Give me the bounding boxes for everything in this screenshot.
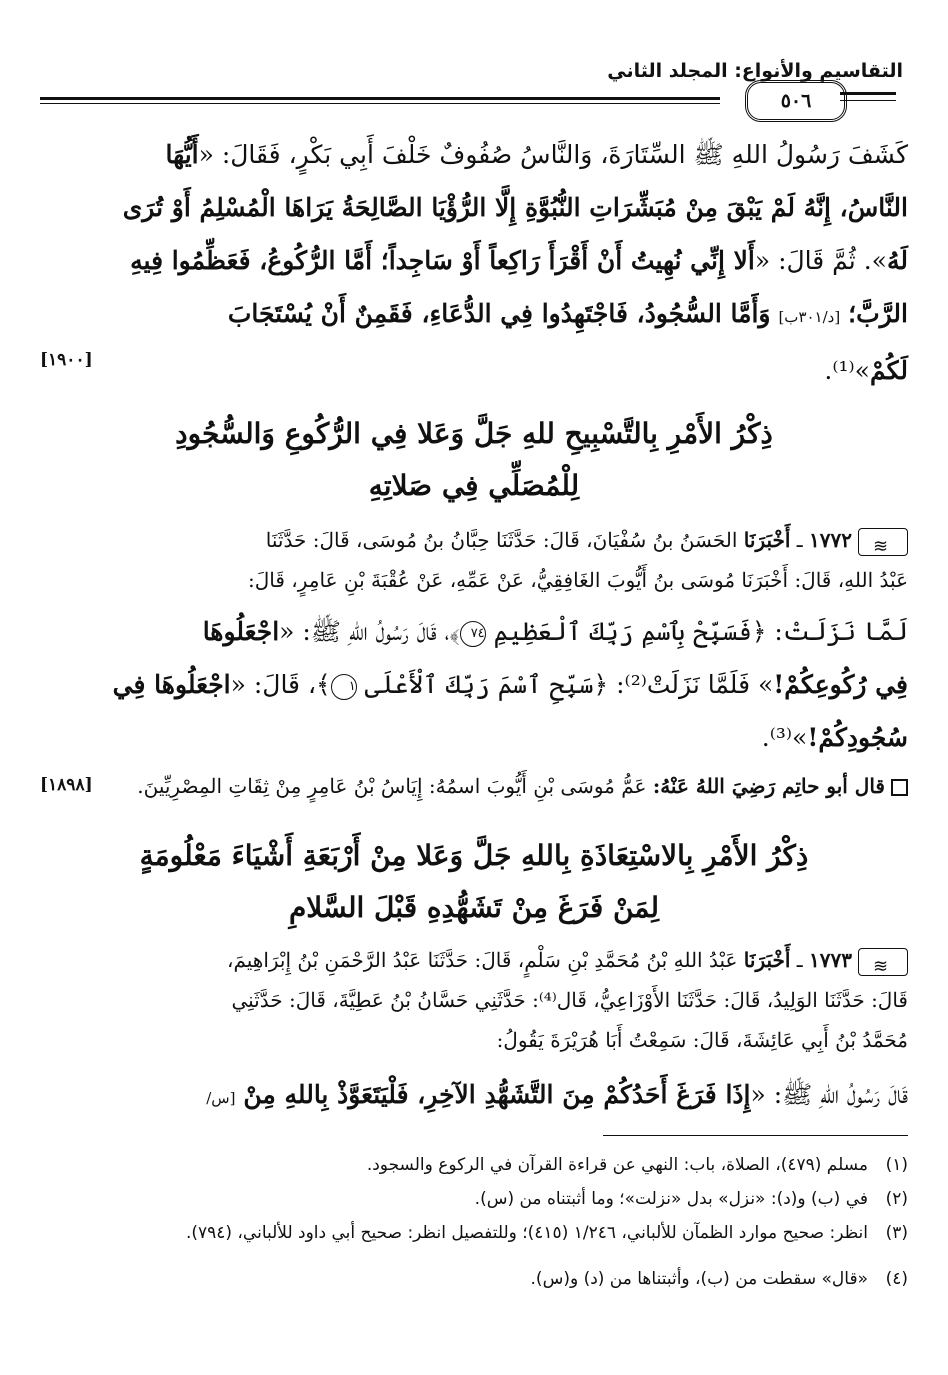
text-line: النَّاسُ، إِنَّهُ لَمْ يَبْقَ مِنْ مُبَشِّرَاتِ النُّبُوَّةِ إِلَّا الرُّؤْيَا الصَّالِحَةُ يَرَاهَا الْمُسْلِمُ أَوْ تُرَى: [122, 193, 908, 222]
hadith-number: ١٧٧٢: [809, 528, 852, 552]
page-number-box: [745, 80, 847, 122]
footnotes: [40, 1148, 908, 1296]
text-line: لَمَّا نَزَلَتْ: ﴿فَسَبِّحْ بِٱسْمِ رَبِّكَ ٱلْعَظِيمِ ٧٤﴾، قَالَ رَسُولُ اللهِ ﷺ: «اجْعَلُوهَا: [202, 617, 908, 646]
text-line: فِي رُكُوعِكُمْ!» فَلَمَّا نَزَلَتْ⁽²⁾: ﴿سَبِّحِ ٱسْمَ رَبِّكَ ٱلْأَعْلَى ١﴾، قَالَ: «اجْعَلُوهَا فِي: [112, 670, 908, 699]
footnote: (٣)انظر: صحيح موارد الظمآن للألباني، ١/٢٤٦ (٤١٥)؛ وللتفصيل انظر: صحيح أبي داود للألباني، (٧٩٤).: [185, 1223, 908, 1243]
text-line: قَالَ: حَدَّثَنَا الوَلِيدُ، قَالَ: حَدَّثَنَا الأَوْزَاعِيُّ، قَال⁽⁴⁾: حَدَّثَنِي حَسَّانُ بْنُ عَطِيَّةَ، قَالَ: حَدَّثَنِي: [231, 988, 908, 1012]
header-rule-thin: [40, 103, 720, 104]
text-line: لَكُمْ»⁽¹⁾.: [824, 356, 908, 385]
header-rule-right: [840, 92, 896, 95]
footnote-rule: [603, 1135, 908, 1136]
editor-note: [40, 766, 908, 806]
ayah-number-marker: ١: [331, 674, 357, 700]
hadith-isnad: [40, 940, 908, 1060]
footnote: (٢)في (ب) و(د): «نزل» بدل «نزلت»؛ وما أثبتناه من (س).: [474, 1189, 908, 1209]
header-rule-right-thin: [840, 100, 896, 101]
hadith-matn: [40, 605, 908, 764]
text-line: سُجُودِكُمْ!»⁽³⁾.: [761, 723, 908, 752]
hadith-ref-number: [١٨٩٨]: [40, 775, 93, 795]
text-line: عَبْدُ اللهِ، قَالَ: أَخْبَرَنَا مُوسَى بنُ أَيُّوبَ الغَافِقِيُّ، عَنْ عَمِّهِ، عَنْ عُقْبَةَ بْنِ عَامِرٍ، قَالَ:: [248, 568, 908, 592]
hadith-marker-icon: [858, 528, 908, 556]
manuscript-ref: [س/: [206, 1089, 236, 1107]
text-line: كَشَفَ رَسُولُ اللهِ ﷺ السِّتَارَةَ، وَالنَّاسُ صُفُوفٌ خَلْفَ أَبِي بَكْرٍ، فَقَالَ: «أَيُّهَا: [165, 140, 908, 169]
heading-line: ذِكْرُ الأَمْرِ بِالاسْتِعَاذَةِ بِاللهِ جَلَّ وَعَلا مِنْ أَرْبَعَةِ أَشْيَاءَ مَعْلُومَةٍ: [139, 839, 809, 872]
text-line: قَالَ رَسُولُ اللهِ ﷺ: «إِذَا فَرَغَ أَحَدُكُمْ مِنَ التَّشَهُّدِ الآخِرِ، فَلْيَتَعَوَّذْ بِاللهِ مِنْ [س/: [206, 1080, 908, 1109]
note-square-icon: [891, 779, 908, 796]
hadith-isnad: [40, 520, 908, 600]
text-line: مُحَمَّدُ بْنُ أَبِي عَائِشَةَ، قَالَ: سَمِعْتُ أَبَا هُرَيْرَةَ يَقُولُ:: [496, 1028, 908, 1052]
chapter-heading: [40, 408, 908, 512]
footnote: (١)مسلم (٤٧٩)، الصلاة، باب: النهي عن قراءة القرآن في الركوع والسجود.: [366, 1155, 908, 1175]
hadith-marker-icon: [858, 948, 908, 976]
header-rule: [40, 97, 720, 100]
heading-line: لِلْمُصَلِّي فِي صَلاتِهِ: [368, 469, 580, 502]
hadith-number: ١٧٧٣: [809, 948, 852, 972]
hadith-ref-number: [١٩٠٠]: [40, 350, 93, 370]
running-header-title: التقاسيم والأنواع: المجلد الثاني: [607, 60, 903, 82]
text-line: لَهُ». ثُمَّ قَالَ: «أَلا إِنِّي نُهِيتُ أَنْ أَقْرَأَ رَاكِعاً أَوْ سَاجِداً؛ أَمَّا الرُّكُوعُ، فَعَظِّمُوا فِيهِ: [130, 246, 908, 275]
footnote: (٤)«قال» سقطت من (ب)، وأثبتناها من (د) و(س).: [530, 1269, 908, 1289]
text-line: الرَّبَّ؛ [د/٣٠١ب] وَأَمَّا السُّجُودُ، فَاجْتَهِدُوا فِي الدُّعَاءِ، فَقَمِنٌ أَنْ يُسْتَجَابَ: [227, 299, 908, 328]
heading-line: لِمَنْ فَرَغَ مِنْ تَشَهُّدِهِ قَبْلَ السَّلامِ: [288, 891, 660, 924]
ayah-number-marker: ٧٤: [460, 621, 486, 647]
manuscript-ref: [د/٣٠١ب]: [778, 308, 841, 326]
page-number: ٥٠٦: [780, 90, 812, 112]
text-line: ≋١٧٧٣ ـ أَخْبَرَنَا عَبْدُ اللهِ بْنُ مُحَمَّدِ بْنِ سَلْمٍ، قَالَ: حَدَّثَنَا عَبْدُ الرَّحْمَنِ بْنُ إِبْرَاهِيمَ،: [40, 940, 908, 980]
text-line: ≋١٧٧٢ ـ أَخْبَرَنَا الحَسَنُ بنُ سُفْيَانَ، قَالَ: حَدَّثَنَا حِبَّانُ بنُ مُوسَى، قَالَ: حَدَّثَنَا: [40, 520, 908, 560]
chapter-heading: [40, 830, 908, 934]
heading-line: ذِكْرُ الأَمْرِ بِالتَّسْبِيحِ للهِ جَلَّ وَعَلا فِي الرُّكُوعِ وَالسُّجُودِ: [175, 417, 773, 450]
text-line: قال أبو حاتِم رَضِيَ اللهُ عَنْهُ: عَمُّ مُوسَى بْنِ أَيُّوبَ اسمُهُ: إِيَاسُ بْنُ عَامِرٍ مِنْ ثِقَاتِ المِصْرِيِّينَ.: [40, 766, 908, 806]
hadith-matn: [40, 1068, 908, 1125]
hadith-continuation: [40, 128, 908, 397]
